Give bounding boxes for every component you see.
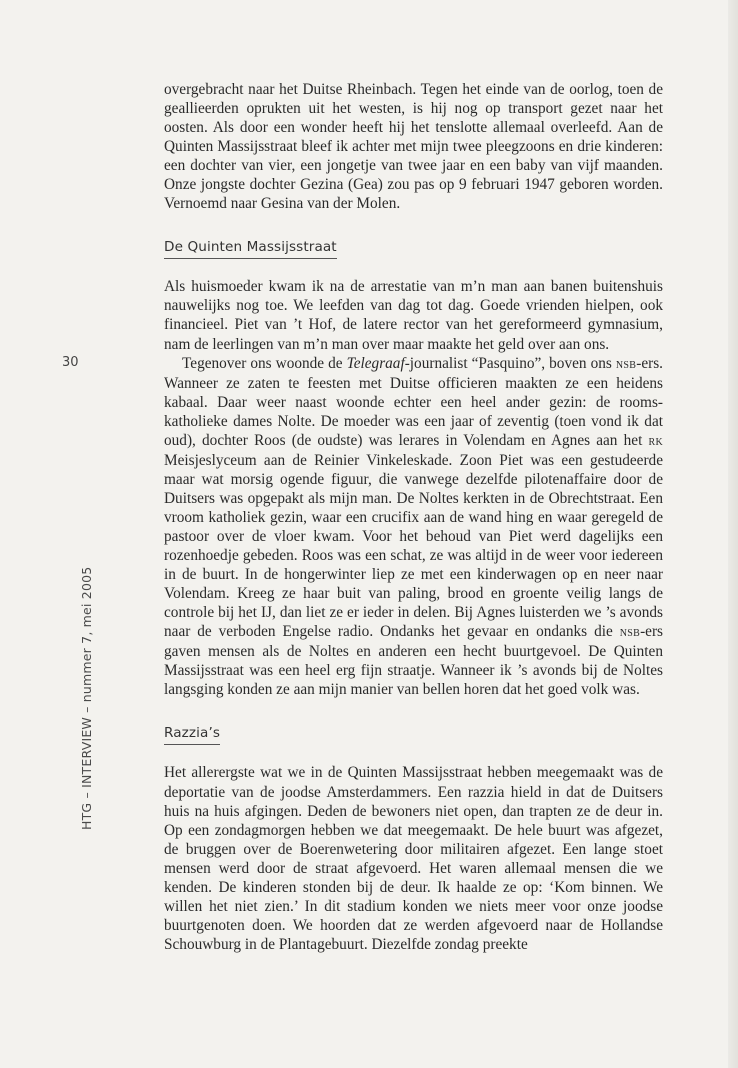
paragraph-3-text-c: -ers. Wanneer ze zaten te feesten met Duitse officieren maakten ze een heidens kabaal. Daar weer naast woonde echter een heel ander gezin: de rooms-katholieke dames Nolte. De moeder was een jaar of zeventig (toen vond ik dat oud), dochter Roos (de oudste) was lerares in Volendam en Agnes aan het — [164, 354, 663, 449]
section-heading-text-2: Razzia’s — [164, 724, 220, 745]
paragraph-3-text-b: -journalist “Pasquino”, boven ons — [404, 354, 616, 372]
section-heading-quinten-massijsstraat — [164, 238, 663, 259]
page-number: 30 — [62, 355, 79, 370]
paragraph-3-smallcaps-rk: rk — [648, 432, 663, 449]
paragraph-4: Het allerergste wat we in de Quinten Massijsstraat hebben meegemaakt was de deportatie van de joodse Amsterdammers. Een razzia hield in dat de Duitsers huis na huis afgingen. Deden de bewoners niet open, dan trapten ze de deur in. Op een zondagmorgen hebben we dat meegemaakt. De hele buurt was afgezet, de bruggen over de Boerenwetering door militairen afgezet. Een lange stoet mensen werd door de straat afgevoerd. Het waren allemaal mensen die we kenden. De kinderen stonden bij de deur. Ik haalde ze op: ‘Kom binnen. We willen het niet zien.’ In dit stadium konden we niets meer voor onze joodse buurtgenoten doen. We hoorden dat ze werden afgevoerd naar de Hollandse Schouwburg in de Plantagebuurt. Diezelfde zondag preekte — [164, 764, 663, 953]
paragraph-3-smallcaps-nsb: nsb — [615, 355, 637, 372]
paragraph-3 — [164, 354, 663, 700]
section-heading-text: De Quinten Massijsstraat — [164, 238, 337, 259]
paragraph-3-text-a: Tegenover ons woonde de — [182, 354, 347, 372]
page-edge-shadow — [728, 0, 738, 1068]
paragraph-3-text-d: Meisjeslyceum aan de Reinier Vinkeleskade. Zoon Piet was een gestudeerde maar wat morsig ogende figuur, die vanwege dezelfde pilotenaffaire door de Duitsers was opgepakt als mijn man. De Noltes kerkten in de Obrechtstraat. Een vroom katholiek gezin, waar een crucifix aan de wand hing en waar geregeld de pastoor over de vloer kwam. Voor het behoud van Piet werd dagelijks een rozenhoedje gebeden. Roos was een schat, ze was altijd in de weer voor iedereen in de buurt. In de hongerwinter liep ze met een kinderwagen op en neer naar Volendam. Kreeg ze haar buit van paling, brood en groente veilig langs de controle bij het IJ, dan liet ze er ieder in delen. Bij Agnes luisterden we ’s avonds naar de verboden Engelse radio. Ondanks het gevaar en ondanks die — [164, 451, 663, 641]
paragraph-3-italic-telegraaf: Telegraaf — [346, 354, 405, 372]
section-heading-razzias — [164, 724, 663, 745]
paragraph-2: Als huismoeder kwam ik na de arrestatie van m’n man aan banen buitenshuis nauwelijks nog toe. We leefden van dag tot dag. Goede vrienden hielpen, ook financieel. Piet van ’t Hof, de latere rector van het gereformeerd gymnasium, nam de leerlingen van m’n man over maar maakte het geld over aan ons. — [164, 278, 663, 353]
running-head: HTG – INTERVIEW – nummer 7, mei 2005 — [79, 566, 94, 830]
main-text-column — [164, 80, 663, 954]
paragraph-1: overgebracht naar het Duitse Rheinbach. Tegen het einde van de oorlog, toen de geallieerden oprukten uit het westen, is hij nog op transport gezet naar het oosten. Als door een wonder heeft hij het tenslotte allemaal overleefd. Aan de Quinten Massijsstraat bleef ik achter met mijn twee pleegzoons en drie kinderen: een dochter van vier, een jongetje van twee jaar en een baby van vijf maanden. Onze jongste dochter Gezina (Gea) zou pas op 9 februari 1947 geboren worden. Vernoemd naar Gesina van der Molen. — [164, 81, 663, 213]
paragraph-3-smallcaps-nsb-2: nsb — [619, 624, 641, 641]
paragraph-3-text-e: -ers gaven mensen als de Noltes en anderen een hecht buurtgevoel. De Quinten Massijsstraat was een heel erg fijn straatje. Wanneer ik ’s avonds bij de Noltes langsging konden ze aan mijn manier van bellen horen dat het goed volk was. — [164, 623, 663, 699]
